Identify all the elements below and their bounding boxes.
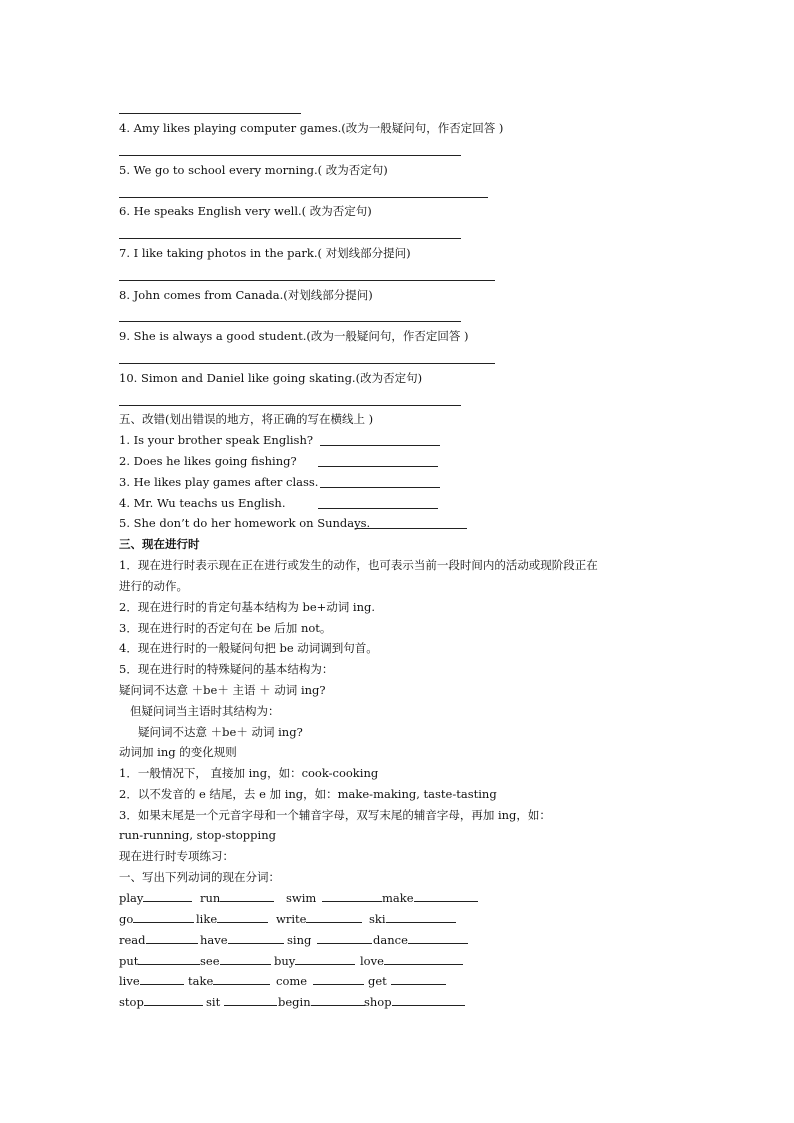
verb-cell [200, 932, 284, 948]
correction-blank-1[interactable] [320, 445, 440, 446]
answer-line-6[interactable] [119, 238, 461, 239]
verb-cell [119, 911, 194, 927]
verb-label: run [200, 891, 221, 905]
verb-answer-blank[interactable] [138, 953, 200, 965]
verb-answer-blank[interactable] [140, 973, 184, 985]
verb-cell [196, 911, 268, 927]
section-heading-present-continuous: 三、现在进行时 [119, 537, 200, 551]
verb-answer-blank[interactable] [220, 953, 271, 965]
correction-blank-2[interactable] [318, 466, 438, 467]
correction-item-2: 2. Does he likes going fishing? [119, 454, 297, 468]
rewrite-item-8: 8. John comes from Canada.(对划线部分提问) [119, 288, 373, 302]
rule-line-4: 4．现在进行时的一般疑问句把 be 动词调到句首。 [119, 641, 378, 655]
verb-answer-blank[interactable] [391, 973, 446, 985]
correction-blank-5[interactable] [355, 528, 467, 529]
answer-line-3[interactable] [119, 113, 301, 114]
correction-item-5: 5. She don’t do her homework on Sundays. [119, 516, 371, 530]
ing-rules-heading: 动词加 ing 的变化规则 [119, 745, 237, 759]
verb-label: make [382, 891, 414, 905]
verb-answer-blank[interactable] [228, 932, 284, 944]
ing-rule-1: 1．一般情况下， 直接加 ing，如：cook-cooking [119, 766, 379, 780]
verb-answer-blank[interactable] [392, 994, 465, 1006]
verb-answer-blank[interactable] [306, 911, 362, 923]
answer-line-10[interactable] [119, 405, 461, 406]
verb-cell [382, 890, 478, 906]
verb-cell [119, 932, 198, 948]
verb-cell [364, 994, 465, 1010]
verb-cell [200, 890, 274, 906]
verb-cell [276, 973, 364, 989]
verb-answer-blank[interactable] [213, 973, 270, 985]
verb-label: stop [119, 995, 144, 1009]
answer-line-9[interactable] [119, 363, 495, 364]
rule-line-5: 5．现在进行时的特殊疑问的基本结构为： [119, 662, 334, 676]
verb-label: begin [278, 995, 311, 1009]
verb-label: play [119, 891, 144, 905]
verb-cell [188, 973, 270, 989]
verb-label: put [119, 954, 139, 968]
verb-answer-blank[interactable] [313, 973, 364, 985]
verb-cell [119, 973, 184, 989]
rule-structure-1: 疑问词不达意 ＋be＋ 主语 ＋ 动词 ing? [119, 683, 326, 697]
answer-line-5[interactable] [119, 197, 488, 198]
verb-answer-blank[interactable] [143, 890, 192, 902]
verb-answer-blank[interactable] [408, 932, 468, 944]
rewrite-item-6: 6. He speaks English very well.( 改为否定句) [119, 204, 372, 218]
rewrite-item-10: 10. Simon and Daniel like going skating.(改为否定句) [119, 371, 423, 385]
rule-line-2: 2．现在进行时的肯定句基本结构为 be+动词 ing. [119, 600, 376, 614]
answer-line-8[interactable] [119, 321, 461, 322]
verb-label: swim [286, 891, 317, 905]
verb-cell [286, 890, 382, 906]
verb-label: go [119, 912, 134, 926]
verb-label: have [200, 933, 228, 947]
verb-answer-blank[interactable] [414, 890, 478, 902]
verb-answer-blank[interactable] [146, 932, 198, 944]
verb-answer-blank[interactable] [384, 953, 463, 965]
verb-label: love [360, 954, 384, 968]
verb-answer-blank[interactable] [311, 994, 365, 1006]
verb-answer-blank[interactable] [386, 911, 456, 923]
verb-label: sing [287, 933, 312, 947]
verb-label: sit [206, 995, 221, 1009]
verb-answer-blank[interactable] [295, 953, 355, 965]
verb-label: live [119, 974, 140, 988]
correction-item-1: 1. Is your brother speak English? [119, 433, 314, 447]
ing-rule-3: 3．如果末尾是一个元音字母和一个辅音字母，双写末尾的辅音字母，再加 ing，如： [119, 808, 551, 822]
rule-line-3: 3．现在进行时的否定句在 be 后加 not。 [119, 621, 332, 635]
verb-cell [373, 932, 468, 948]
verb-cell [206, 994, 277, 1010]
verb-answer-blank[interactable] [224, 994, 277, 1006]
correction-blank-4[interactable] [318, 508, 438, 509]
verb-cell [368, 973, 446, 989]
correction-heading: 五、改错(划出错误的地方，将正确的写在横线上 ) [119, 412, 374, 426]
verb-cell [119, 953, 200, 969]
verb-label: get [368, 974, 387, 988]
rewrite-item-5: 5. We go to school every morning.( 改为否定句) [119, 163, 388, 177]
rewrite-item-7: 7. I like taking photos in the park.( 对划线部分提问) [119, 246, 411, 260]
verb-label: come [276, 974, 308, 988]
verb-answer-blank[interactable] [144, 994, 203, 1006]
verb-label: read [119, 933, 146, 947]
ing-rule-3-example: run-running, stop-stopping [119, 828, 276, 842]
rewrite-item-9: 9. She is always a good student.(改为一般疑问句，作否定回答 ) [119, 329, 469, 343]
exercise-heading: 一、写出下列动词的现在分词： [119, 870, 280, 884]
verb-label: write [276, 912, 307, 926]
ing-rule-2: 2．以不发音的 e 结尾，去 e 加 ing，如：make-making, taste-tasting [119, 787, 497, 801]
verb-label: see [200, 954, 220, 968]
verb-answer-blank[interactable] [322, 890, 382, 902]
verb-cell [278, 994, 365, 1010]
verb-cell [200, 953, 271, 969]
verb-label: take [188, 974, 214, 988]
rewrite-item-4: 4. Amy likes playing computer games.(改为一般疑问句，作否定回答 ) [119, 121, 504, 135]
verb-cell [287, 932, 372, 948]
verb-cell [119, 890, 192, 906]
verb-cell [360, 953, 463, 969]
verb-label: dance [373, 933, 408, 947]
rule-line-1-cont: 进行的动作。 [119, 579, 188, 593]
verb-answer-blank[interactable] [217, 911, 268, 923]
verb-label: like [196, 912, 218, 926]
rule-structure-2: 疑问词不达意 ＋be＋ 动词 ing? [138, 725, 303, 739]
rule-line-1: 1．现在进行时表示现在正在进行或发生的动作，也可表示当前一段时间内的活动或现阶段正在 [119, 558, 598, 572]
rule-subject-note: 但疑问词当主语时其结构为： [130, 704, 280, 718]
correction-blank-3[interactable] [320, 487, 440, 488]
verb-cell [119, 994, 203, 1010]
verb-answer-blank[interactable] [220, 890, 274, 902]
verb-answer-blank[interactable] [133, 911, 194, 923]
practice-heading: 现在进行时专项练习： [119, 849, 234, 863]
correction-item-3: 3. He likes play games after class. [119, 475, 319, 489]
verb-cell [362, 911, 456, 927]
verb-label: buy [274, 954, 296, 968]
answer-line-4[interactable] [119, 155, 461, 156]
answer-line-7[interactable] [119, 280, 495, 281]
verb-answer-blank[interactable] [317, 932, 372, 944]
verb-label: shop [364, 995, 392, 1009]
verb-label: ski [369, 912, 386, 926]
verb-cell [276, 911, 362, 927]
correction-item-4: 4. Mr. Wu teachs us English. [119, 496, 286, 510]
verb-cell [274, 953, 355, 969]
